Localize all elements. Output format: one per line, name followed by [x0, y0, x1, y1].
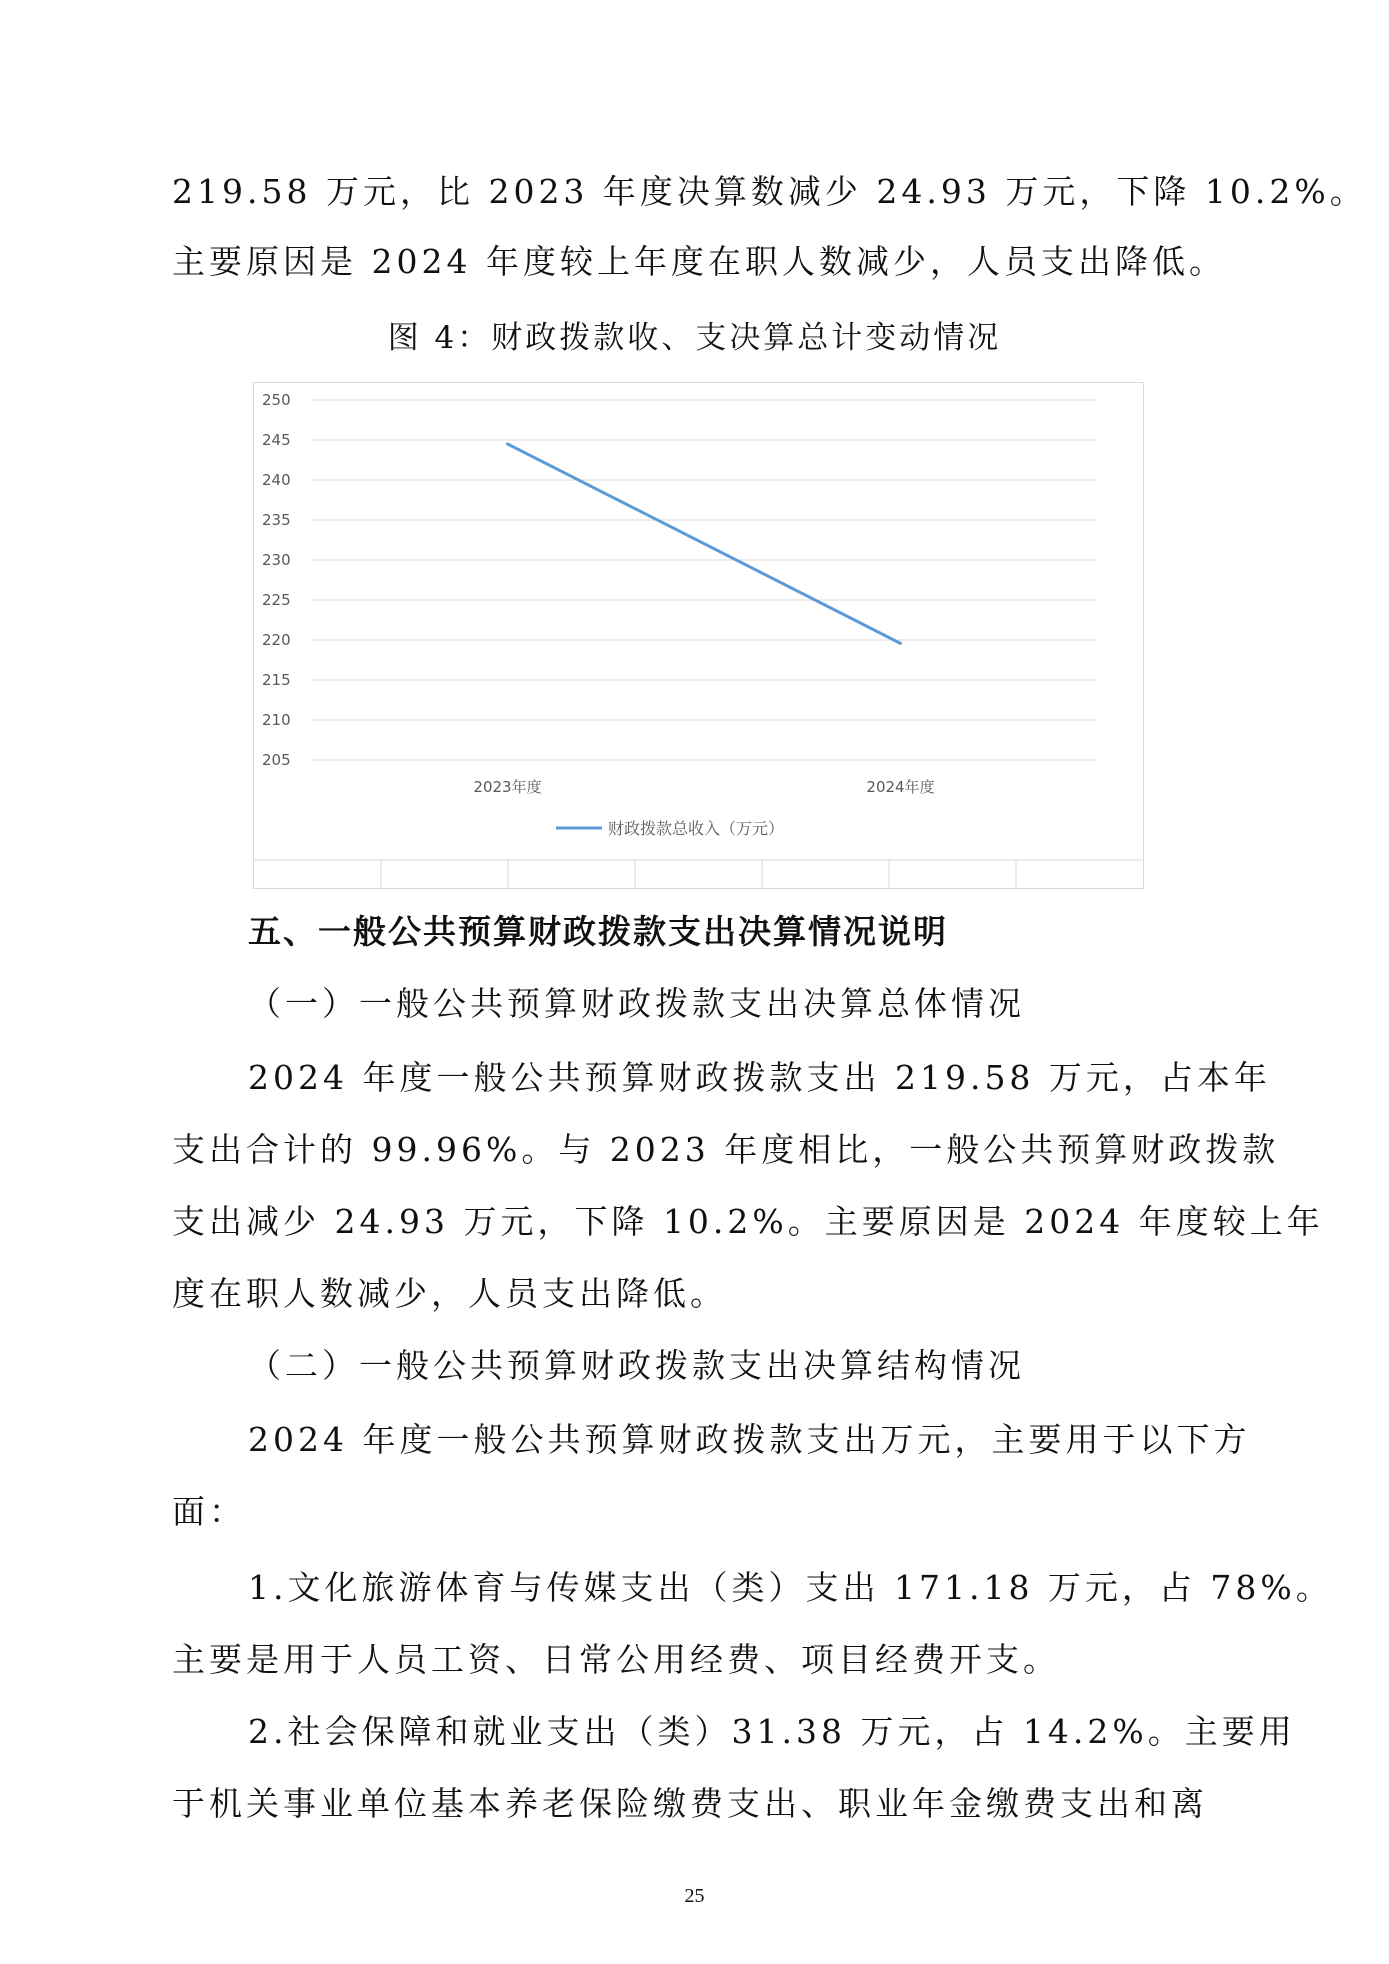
subsection-heading: （一）一般公共预算财政拨款支出决算总体情况: [248, 984, 1025, 1023]
paragraph-line: 219.58 万元，比 2023 年度决算数减少 24.93 万元，下降 10.2%。: [172, 172, 1367, 211]
x-axis-ticks: [473, 778, 934, 796]
list-item-line: 2.社会保障和就业支出（类）31.38 万元，占 14.2%。主要用: [248, 1712, 1296, 1751]
y-tick-label: 245: [262, 431, 291, 449]
chart-data-table-stub: [254, 860, 1143, 888]
y-tick-label: 220: [262, 631, 291, 649]
page-number: 25: [684, 1885, 705, 1907]
y-tick-label: 240: [262, 471, 291, 489]
paragraph-line: 面：: [172, 1492, 246, 1531]
figure-caption: 图 4：财政拨款收、支决算总计变动情况: [387, 320, 1002, 356]
line-chart: [253, 382, 1144, 889]
paragraph-line: 2024 年度一般公共预算财政拨款支出万元，主要用于以下方: [248, 1420, 1251, 1459]
list-item-line: 主要是用于人员工资、日常公用经费、项目经费开支。: [172, 1640, 1060, 1679]
legend-label: 财政拨款总收入（万元）: [608, 819, 785, 838]
y-tick-label: 215: [262, 671, 291, 689]
y-tick-label: 250: [262, 391, 291, 409]
subsection-heading: （二）一般公共预算财政拨款支出决算结构情况: [248, 1346, 1025, 1385]
paragraph-line: 2024 年度一般公共预算财政拨款支出 219.58 万元，占本年: [248, 1058, 1271, 1097]
x-tick-label: 2024年度: [866, 778, 935, 796]
y-tick-label: 230: [262, 551, 291, 569]
paragraph-line: 支出合计的 99.96%。与 2023 年度相比，一般公共预算财政拨款: [172, 1130, 1280, 1169]
paragraph-line: 支出减少 24.93 万元，下降 10.2%。主要原因是 2024 年度较上年: [172, 1202, 1324, 1241]
paragraph-line: 度在职人数减少，人员支出降低。: [172, 1274, 727, 1313]
y-tick-label: 205: [262, 751, 291, 769]
chart-canvas: [254, 383, 1143, 888]
y-tick-label: 225: [262, 591, 291, 609]
list-item-line: 1.文化旅游体育与传媒支出（类）支出 171.18 万元，占 78%。: [248, 1568, 1333, 1607]
chart-legend: [556, 819, 784, 838]
series-line: [508, 444, 901, 643]
y-tick-label: 210: [262, 711, 291, 729]
paragraph-line: 主要原因是 2024 年度较上年度在职人数减少，人员支出降低。: [172, 242, 1226, 281]
chart-series: [508, 444, 901, 643]
section-heading: 五、一般公共预算财政拨款支出决算情况说明: [248, 912, 948, 951]
y-tick-label: 235: [262, 511, 291, 529]
x-tick-label: 2023年度: [473, 778, 542, 796]
list-item-line: 于机关事业单位基本养老保险缴费支出、职业年金缴费支出和离: [172, 1784, 1208, 1823]
chart-gridlines: [311, 400, 1097, 760]
y-axis-ticks: [262, 391, 291, 769]
